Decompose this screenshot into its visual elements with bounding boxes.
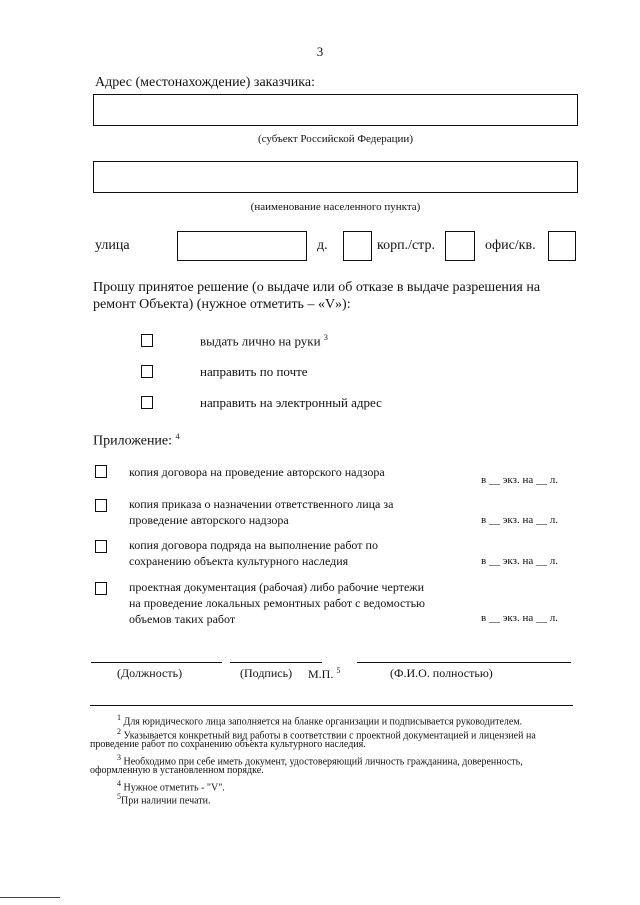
signature-line — [230, 662, 322, 663]
option-by-mail-checkbox[interactable] — [141, 365, 153, 378]
option-in-person-label: выдать лично на руки $^3$ — [200, 333, 328, 349]
house-label: д. — [317, 238, 328, 253]
full-name-label: (Ф.И.О. полностью) — [390, 666, 493, 680]
office-field[interactable] — [548, 231, 576, 261]
footnote-5: $^5$При наличии печати. — [117, 792, 211, 807]
footnote-2-line1: $^2$ Указывается конкретный вид работы в соответствии с проектной документацией и лицензией на — [117, 727, 536, 742]
option-email-label: направить на электронный адрес — [200, 395, 382, 410]
position-label: (Должность) — [117, 666, 183, 680]
footnote-1: $^1$ Для юридического лица заполняется на бланке организации и подписывается руководителем. — [117, 713, 523, 728]
building-field[interactable] — [445, 231, 475, 261]
street-field[interactable] — [177, 231, 307, 261]
footnote-2-line2: проведение работ по сохранению объекта культурного наследия. — [90, 739, 366, 750]
locality-caption: (наименование населенного пункта) — [250, 201, 421, 213]
building-label: корп./стр. — [377, 238, 435, 253]
attachment-4-checkbox[interactable] — [95, 582, 107, 595]
street-label: улица — [95, 238, 130, 253]
address-heading: Адрес (местонахождение) заказчика: — [95, 75, 315, 90]
office-label: офис/кв. — [485, 238, 536, 253]
attachment-3-count: в __ экз. на __ л. — [481, 555, 558, 567]
attachment-1-text: копия договора на проведение авторского надзора — [129, 465, 385, 479]
option-by-mail-label: направить по почте — [200, 364, 308, 379]
footnote-separator — [90, 705, 573, 706]
footnote-3-line2: оформленную в установленном порядке. — [90, 765, 264, 776]
signature-label: (Подпись) — [240, 666, 293, 680]
attachment-2-text: копия приказа о назначении ответственного лица за проведение авторского надзора — [129, 497, 394, 527]
attachment-1-checkbox[interactable] — [95, 465, 107, 478]
position-line — [91, 662, 222, 663]
request-text-line2: ремонт Объекта) (нужное отметить – «V»): — [93, 297, 351, 312]
attachment-3-text: копия договора подряда на выполнение работ по сохранению объекта культурного наследия — [129, 538, 378, 568]
option-in-person-checkbox[interactable] — [141, 334, 153, 347]
request-text-line1: Прошу принятое решение (о выдаче или об отказе в выдаче разрешения на — [93, 280, 541, 295]
house-field[interactable] — [343, 231, 372, 261]
scan-edge-mark — [0, 897, 60, 898]
attachments-heading: Приложение: $^4$ — [93, 432, 180, 449]
page-number: 3 — [316, 44, 324, 59]
footnote-4: $^4$ Нужное отметить - "V". — [117, 779, 225, 794]
attachment-3-checkbox[interactable] — [95, 540, 107, 553]
subject-rf-field[interactable] — [93, 94, 578, 126]
stamp-label: М.П. $^5$ — [308, 666, 341, 681]
attachment-2-count: в __ экз. на __ л. — [481, 514, 558, 526]
locality-field[interactable] — [93, 161, 578, 193]
option-email-checkbox[interactable] — [141, 396, 153, 409]
name-line — [357, 662, 571, 663]
attachment-1-count: в __ экз. на __ л. — [481, 474, 558, 486]
attachment-4-count: в __ экз. на __ л. — [481, 612, 558, 624]
attachment-2-checkbox[interactable] — [95, 499, 107, 512]
footnote-3-line1: $^3$ Необходимо при себе иметь документ, удостоверяющий личность гражданина, доверенность, — [117, 753, 523, 768]
subject-rf-caption: (субъект Российской Федерации) — [258, 133, 413, 145]
attachment-4-text: проектная документация (рабочая) либо рабочие чертежи на проведение локальных ремонтных работ с ведомостью объемов таких работ — [129, 580, 426, 626]
